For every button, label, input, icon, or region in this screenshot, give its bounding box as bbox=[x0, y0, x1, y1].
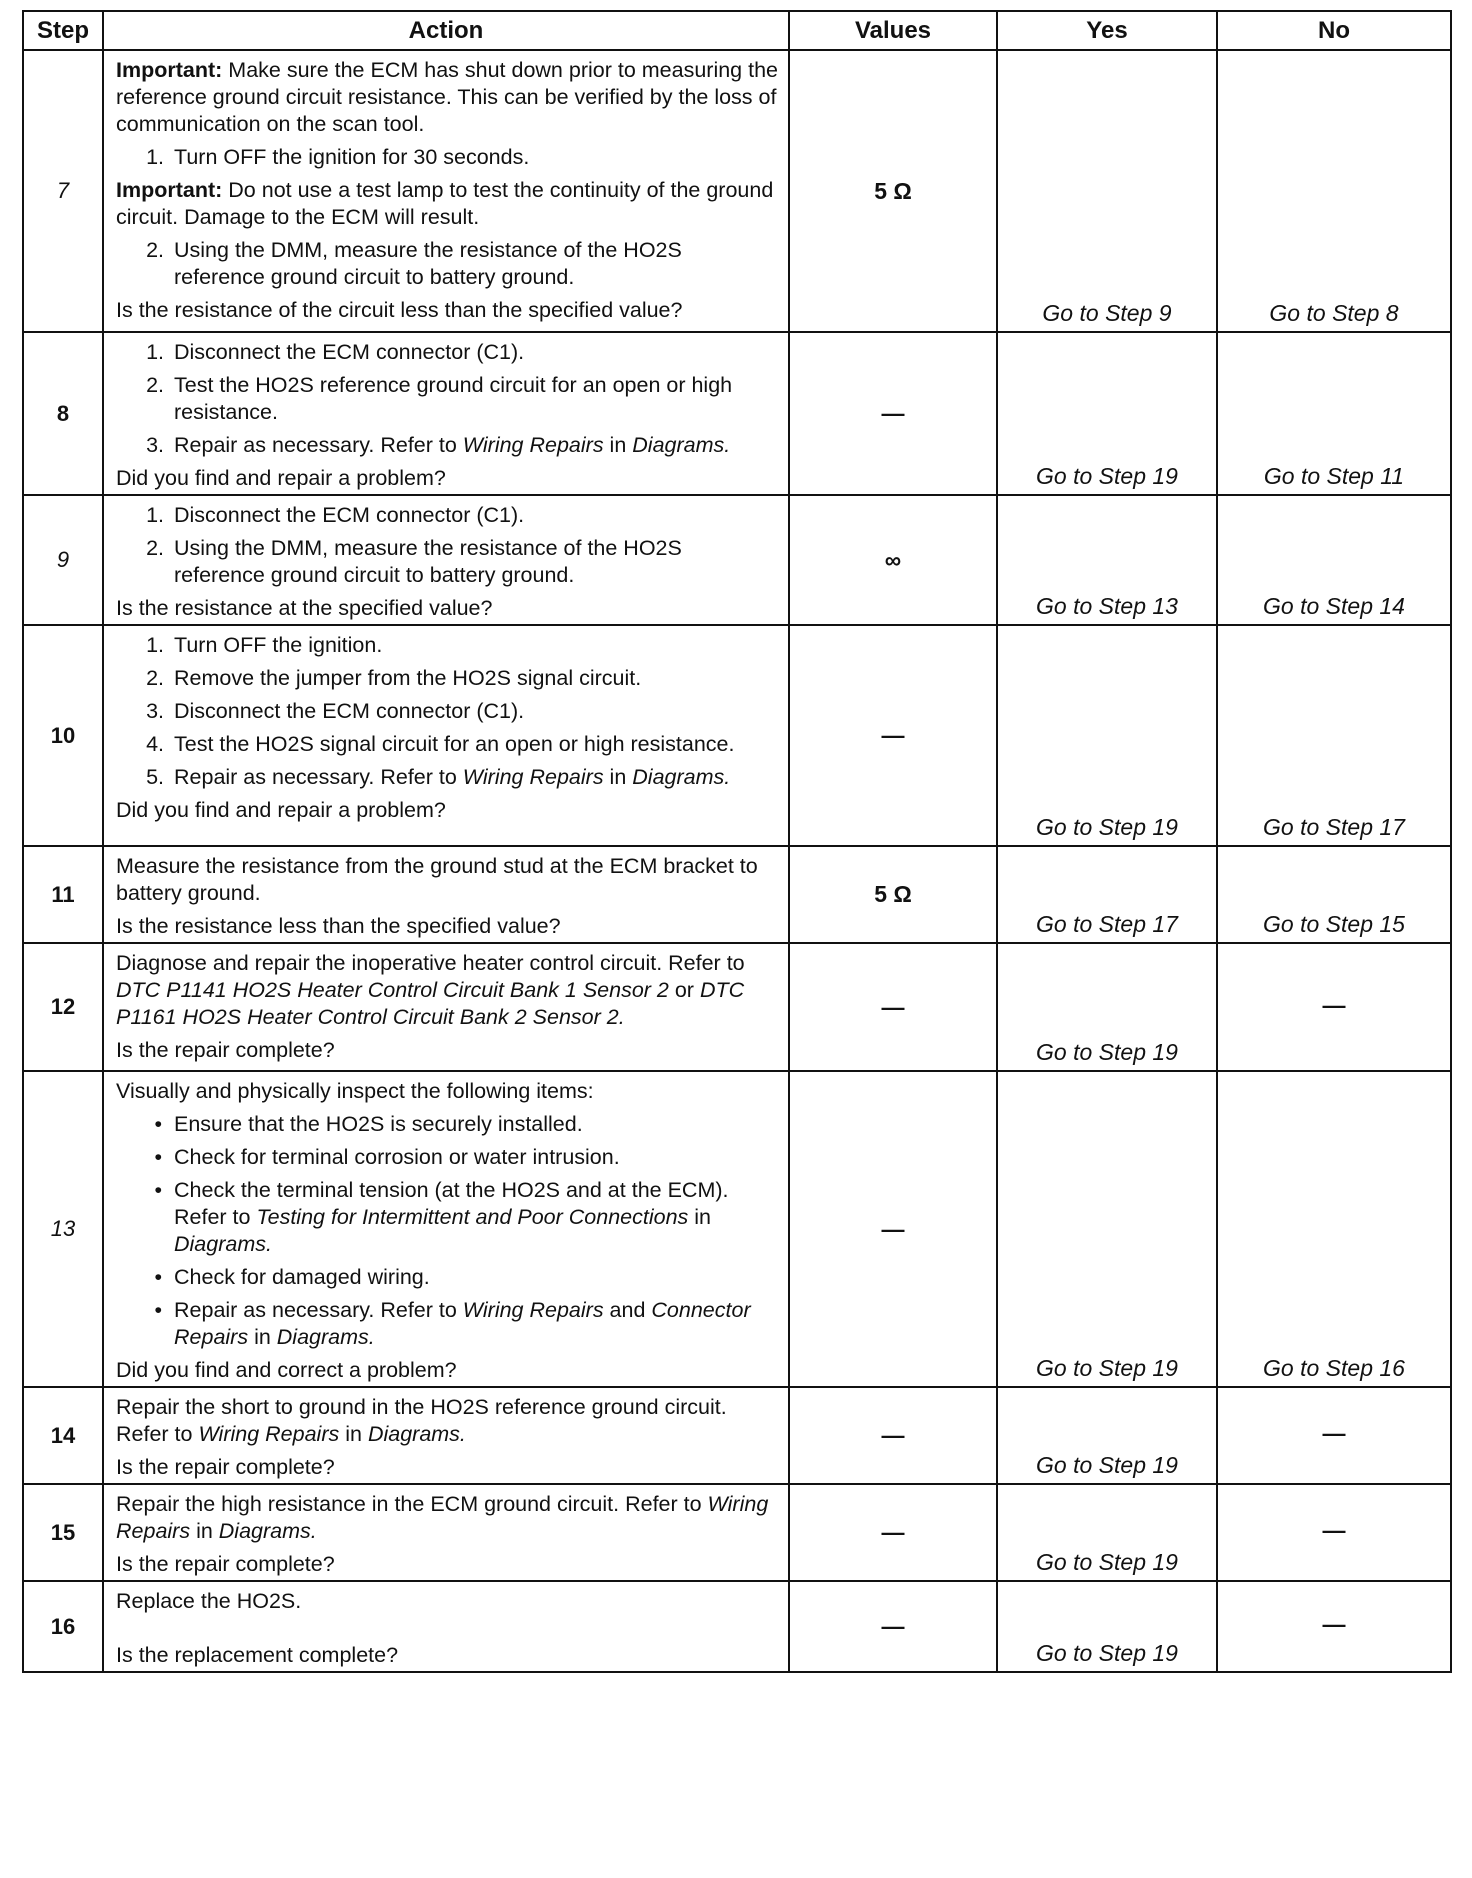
item-number: 2. bbox=[146, 536, 164, 560]
header-step: Step bbox=[23, 11, 103, 50]
yes-link[interactable]: Go to Step 9 bbox=[997, 50, 1217, 332]
list-item bbox=[116, 535, 778, 589]
list-item bbox=[116, 632, 778, 659]
yes-link[interactable]: Go to Step 19 bbox=[997, 1484, 1217, 1581]
spec-value: — bbox=[789, 1581, 997, 1672]
reference-link[interactable]: Testing for Intermittent and Poor Connections bbox=[256, 1205, 689, 1229]
important-label: Important: bbox=[116, 58, 223, 82]
action-cell bbox=[103, 50, 789, 332]
list-item bbox=[116, 1297, 778, 1351]
item-text: Check for damaged wiring. bbox=[174, 1265, 430, 1289]
table-row bbox=[23, 495, 1451, 625]
item-text: Using the DMM, measure the resistance of the HO2S reference ground circuit to battery ground. bbox=[174, 536, 682, 587]
yes-link[interactable]: Go to Step 13 bbox=[997, 495, 1217, 625]
list-item bbox=[116, 144, 778, 171]
no-link[interactable]: Go to Step 16 bbox=[1217, 1071, 1451, 1387]
table-row bbox=[23, 846, 1451, 943]
step-number: 8 bbox=[23, 332, 103, 495]
item-text-part: in bbox=[603, 433, 633, 457]
yes-link[interactable]: Go to Step 19 bbox=[997, 943, 1217, 1071]
reference-link[interactable]: DTC P1161 HO2S Heater Control Circuit Bank 2 Sensor 2. bbox=[116, 978, 745, 1029]
step-number: 10 bbox=[23, 625, 103, 846]
step-question: Is the repair complete? bbox=[116, 1455, 335, 1479]
item-number: 1. bbox=[146, 145, 164, 169]
spec-value: ∞ bbox=[789, 495, 997, 625]
header-values: Values bbox=[789, 11, 997, 50]
item-text-part: in bbox=[603, 765, 633, 789]
step-number: 9 bbox=[23, 495, 103, 625]
table-row bbox=[23, 1387, 1451, 1484]
list-item bbox=[116, 665, 778, 692]
table-row bbox=[23, 332, 1451, 495]
step-question: Is the resistance of the circuit less than the specified value? bbox=[116, 298, 683, 322]
step-question: Is the repair complete? bbox=[116, 1038, 335, 1062]
action-cell bbox=[103, 1484, 789, 1581]
bullet: • bbox=[154, 1145, 162, 1169]
item-text: Disconnect the ECM connector (C1). bbox=[174, 340, 525, 364]
yes-link[interactable]: Go to Step 19 bbox=[997, 1071, 1217, 1387]
step-instruction: Visually and physically inspect the following items: bbox=[116, 1079, 594, 1103]
no-value: — bbox=[1217, 1581, 1451, 1672]
reference-link[interactable]: DTC P1141 HO2S Heater Control Circuit Bank 1 Sensor 2 bbox=[116, 978, 669, 1002]
step-instruction bbox=[116, 1491, 778, 1545]
spec-value: — bbox=[789, 625, 997, 846]
table-row bbox=[23, 625, 1451, 846]
step-question: Did you find and correct a problem? bbox=[116, 1358, 457, 1382]
no-value: — bbox=[1217, 1484, 1451, 1581]
list-item bbox=[116, 339, 778, 366]
diagnostic-table bbox=[22, 10, 1452, 1673]
item-text: Check for terminal corrosion or water intrusion. bbox=[174, 1145, 620, 1169]
action-cell bbox=[103, 1071, 789, 1387]
no-value: — bbox=[1217, 1387, 1451, 1484]
reference-link[interactable]: Diagrams. bbox=[174, 1232, 272, 1256]
item-text bbox=[174, 1297, 778, 1351]
spec-value: — bbox=[789, 1071, 997, 1387]
instruction-text: Diagnose and repair the inoperative heater control circuit. Refer to bbox=[116, 951, 745, 975]
step-question: Is the replacement complete? bbox=[116, 1643, 399, 1667]
note-text: Make sure the ECM has shut down prior to measuring the reference ground circuit resistance. This can be verified by the loss of communication on the scan tool. bbox=[116, 58, 778, 136]
list-item bbox=[116, 502, 778, 529]
item-text: Disconnect the ECM connector (C1). bbox=[174, 503, 525, 527]
list-item bbox=[116, 1264, 778, 1291]
list-item bbox=[116, 237, 778, 291]
header-yes: Yes bbox=[997, 11, 1217, 50]
bullet: • bbox=[154, 1112, 162, 1136]
spec-value: 5 Ω bbox=[789, 846, 997, 943]
spec-value: — bbox=[789, 332, 997, 495]
header-action: Action bbox=[103, 11, 789, 50]
reference-link[interactable]: Wiring Repairs bbox=[116, 1492, 769, 1543]
reference-link[interactable]: Diagrams. bbox=[632, 765, 731, 789]
step-question: Is the repair complete? bbox=[116, 1552, 335, 1576]
yes-link[interactable]: Go to Step 19 bbox=[997, 1387, 1217, 1484]
instruction-text: in bbox=[190, 1519, 219, 1543]
item-text: Ensure that the HO2S is securely installed. bbox=[174, 1112, 583, 1136]
spec-value: — bbox=[789, 1387, 997, 1484]
item-text-part: in bbox=[688, 1205, 712, 1229]
item-text bbox=[174, 432, 778, 459]
reference-link[interactable]: Wiring Repairs bbox=[462, 433, 604, 457]
step-number: 15 bbox=[23, 1484, 103, 1581]
step-number: 12 bbox=[23, 943, 103, 1071]
header-row bbox=[23, 11, 1451, 50]
step-number: 11 bbox=[23, 846, 103, 943]
item-number: 2. bbox=[146, 238, 164, 262]
step-question: Is the resistance at the specified value? bbox=[116, 596, 493, 620]
list-item bbox=[116, 698, 778, 725]
step-number: 13 bbox=[23, 1071, 103, 1387]
header-no: No bbox=[1217, 11, 1451, 50]
item-text: Test the HO2S signal circuit for an open or high resistance. bbox=[174, 732, 735, 756]
action-cell bbox=[103, 846, 789, 943]
item-number: 2. bbox=[146, 373, 164, 397]
table-row bbox=[23, 50, 1451, 332]
no-link[interactable]: Go to Step 15 bbox=[1217, 846, 1451, 943]
action-cell bbox=[103, 625, 789, 846]
bullet: • bbox=[154, 1178, 162, 1202]
item-text-part: and bbox=[603, 1298, 652, 1322]
yes-link[interactable]: Go to Step 19 bbox=[997, 332, 1217, 495]
action-cell bbox=[103, 332, 789, 495]
step-number: 16 bbox=[23, 1581, 103, 1672]
reference-link[interactable]: Diagrams. bbox=[367, 1422, 466, 1446]
step-instruction: Replace the HO2S. bbox=[116, 1589, 302, 1613]
instruction-text: in bbox=[339, 1422, 368, 1446]
no-link[interactable]: Go to Step 8 bbox=[1217, 50, 1451, 332]
action-cell bbox=[103, 943, 789, 1071]
item-text bbox=[174, 764, 778, 791]
important-note bbox=[116, 57, 778, 138]
list-item bbox=[116, 372, 778, 426]
step-number: 7 bbox=[23, 50, 103, 332]
item-text: Turn OFF the ignition for 30 seconds. bbox=[174, 145, 530, 169]
instruction-text: Repair the short to ground in the HO2S reference ground circuit. Refer to bbox=[116, 1395, 727, 1446]
bullet: • bbox=[154, 1265, 162, 1289]
no-link[interactable]: Go to Step 14 bbox=[1217, 495, 1451, 625]
item-number: 4. bbox=[146, 732, 164, 756]
yes-link[interactable]: Go to Step 17 bbox=[997, 846, 1217, 943]
action-cell bbox=[103, 495, 789, 625]
item-number: 5. bbox=[146, 765, 164, 789]
item-text-part: Check the terminal tension (at the HO2S and at the ECM). Refer to bbox=[174, 1178, 729, 1229]
spec-value: 5 Ω bbox=[789, 50, 997, 332]
reference-link[interactable]: Diagrams. bbox=[632, 433, 731, 457]
list-item bbox=[116, 764, 778, 791]
step-instruction bbox=[116, 950, 778, 1031]
item-number: 1. bbox=[146, 340, 164, 364]
list-item bbox=[116, 1111, 778, 1138]
list-item bbox=[116, 432, 778, 459]
yes-link[interactable]: Go to Step 19 bbox=[997, 625, 1217, 846]
item-text-part: Repair as necessary. Refer to bbox=[174, 1298, 463, 1322]
item-text: Test the HO2S reference ground circuit for an open or high resistance. bbox=[174, 373, 733, 424]
item-number: 1. bbox=[146, 503, 164, 527]
step-question: Did you find and repair a problem? bbox=[116, 798, 446, 822]
important-note bbox=[116, 177, 778, 231]
reference-link[interactable]: Diagrams. bbox=[218, 1519, 317, 1543]
step-question: Did you find and repair a problem? bbox=[116, 466, 446, 490]
reference-link[interactable]: Wiring Repairs bbox=[462, 1298, 604, 1322]
instruction-text: Repair the high resistance in the ECM ground circuit. Refer to bbox=[116, 1492, 708, 1516]
table-row bbox=[23, 943, 1451, 1071]
important-label: Important: bbox=[116, 178, 223, 202]
step-instruction bbox=[116, 1394, 778, 1448]
item-text-part: Repair as necessary. Refer to bbox=[174, 433, 463, 457]
item-number: 1. bbox=[146, 633, 164, 657]
item-number: 3. bbox=[146, 433, 164, 457]
no-link[interactable]: Go to Step 11 bbox=[1217, 332, 1451, 495]
reference-link[interactable]: Connector Repairs bbox=[174, 1298, 751, 1349]
item-text-part: Repair as necessary. Refer to bbox=[174, 765, 463, 789]
item-text: Remove the jumper from the HO2S signal circuit. bbox=[174, 666, 642, 690]
item-text: Using the DMM, measure the resistance of the HO2S reference ground circuit to battery ground. bbox=[174, 238, 682, 289]
bullet: • bbox=[154, 1298, 162, 1322]
spec-value: — bbox=[789, 943, 997, 1071]
reference-link[interactable]: Wiring Repairs bbox=[462, 765, 604, 789]
item-text-part: in bbox=[248, 1325, 277, 1349]
no-link[interactable]: Go to Step 17 bbox=[1217, 625, 1451, 846]
reference-link[interactable]: Wiring Repairs bbox=[198, 1422, 340, 1446]
action-cell bbox=[103, 1581, 789, 1672]
yes-link[interactable]: Go to Step 19 bbox=[997, 1581, 1217, 1672]
spec-value: — bbox=[789, 1484, 997, 1581]
list-item bbox=[116, 731, 778, 758]
step-instruction: Measure the resistance from the ground stud at the ECM bracket to battery ground. bbox=[116, 854, 758, 905]
instruction-text: or bbox=[668, 978, 700, 1002]
table-row bbox=[23, 1484, 1451, 1581]
reference-link[interactable]: Diagrams. bbox=[276, 1325, 375, 1349]
table-row bbox=[23, 1071, 1451, 1387]
list-item bbox=[116, 1144, 778, 1171]
action-cell bbox=[103, 1387, 789, 1484]
step-number: 14 bbox=[23, 1387, 103, 1484]
step-question: Is the resistance less than the specified value? bbox=[116, 914, 561, 938]
item-text: Disconnect the ECM connector (C1). bbox=[174, 699, 525, 723]
item-text: Turn OFF the ignition. bbox=[174, 633, 383, 657]
item-number: 3. bbox=[146, 699, 164, 723]
item-text bbox=[174, 1177, 778, 1258]
no-value: — bbox=[1217, 943, 1451, 1071]
note-text: Do not use a test lamp to test the continuity of the ground circuit. Damage to the ECM will result. bbox=[116, 178, 774, 229]
list-item bbox=[116, 1177, 778, 1258]
table-row bbox=[23, 1581, 1451, 1672]
item-number: 2. bbox=[146, 666, 164, 690]
